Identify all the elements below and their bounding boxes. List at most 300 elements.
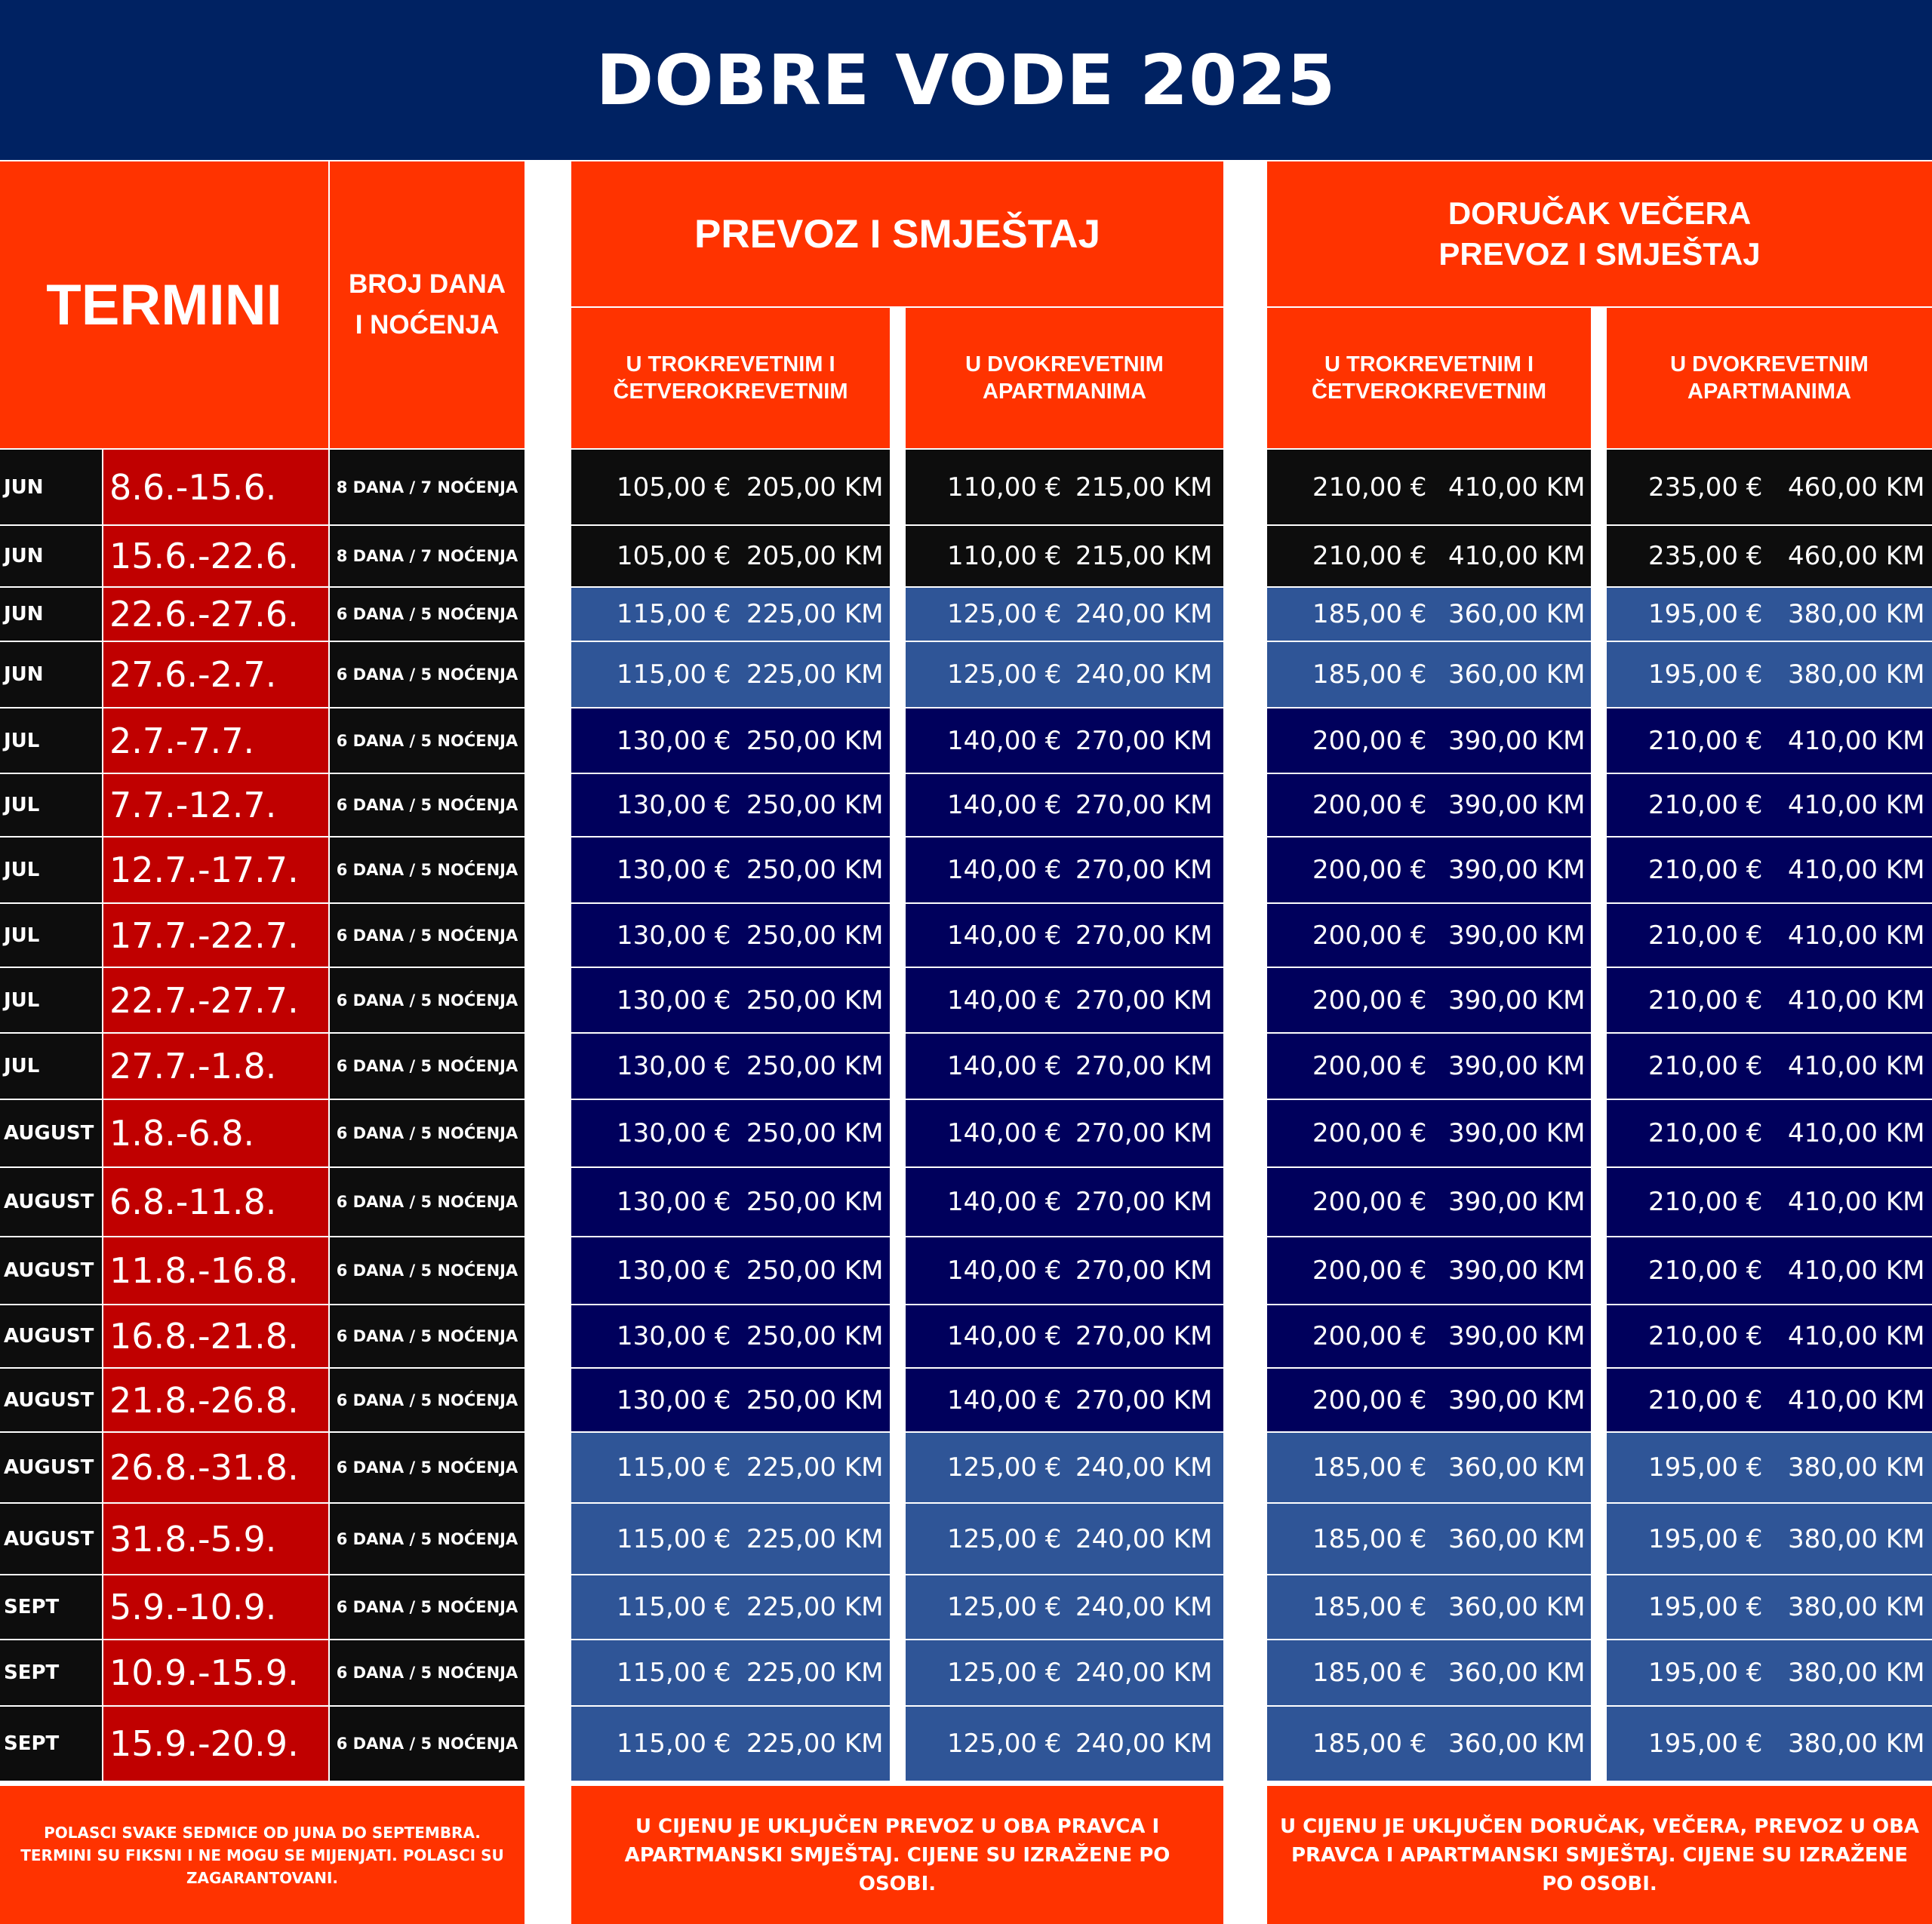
price-cell [1607,1433,1932,1502]
price-cell [906,1575,1223,1639]
header-dorucak-line1: DORUČAK VEČERA [1447,195,1752,231]
row-days-nights: 6 DANA / 5 NOĆENJA [330,1034,525,1099]
price-cell [1607,1707,1932,1781]
row-month: SEPT [0,1640,102,1705]
price-cell [571,708,890,773]
price-km: 225,00 KM [746,1658,884,1688]
price-eur: 195,00 € [1648,659,1763,690]
row-date-range: 10.9.-15.9. [103,1640,328,1705]
row-date-range: 22.7.-27.7. [103,968,328,1032]
price-cell [1267,1640,1591,1705]
price-eur: 210,00 € [1648,725,1763,756]
row-days-nights: 6 DANA / 5 NOĆENJA [330,1504,525,1574]
row-month: JUL [0,708,102,773]
price-cell [571,588,890,641]
row-days-nights: 6 DANA / 5 NOĆENJA [330,1575,525,1639]
price-cell [571,1100,890,1166]
price-km: 250,00 KM [746,1187,884,1217]
row-date-range: 21.8.-26.8. [103,1369,328,1431]
row-month: AUGUST [0,1305,102,1367]
price-cell [906,774,1223,836]
price-eur: 210,00 € [1312,541,1427,571]
price-eur: 185,00 € [1312,1658,1427,1688]
row-month: JUN [0,588,102,641]
row-days-nights: 6 DANA / 5 NOĆENJA [330,1707,525,1781]
price-km: 380,00 KM [1788,1452,1925,1483]
price-eur: 185,00 € [1312,1523,1427,1554]
price-cell [1267,450,1591,524]
price-km: 240,00 KM [1075,1523,1213,1554]
price-km: 250,00 KM [746,1051,884,1081]
price-km: 250,00 KM [746,1321,884,1351]
price-km: 380,00 KM [1788,599,1925,629]
price-cell [1607,774,1932,836]
price-eur: 140,00 € [947,1385,1062,1415]
price-km: 410,00 KM [1788,790,1925,820]
price-cell [906,904,1223,967]
price-cell [1607,1640,1932,1705]
price-km: 390,00 KM [1448,1118,1586,1148]
row-date-range: 11.8.-16.8. [103,1237,328,1304]
row-days-nights: 6 DANA / 5 NOĆENJA [330,904,525,967]
price-cell [906,588,1223,641]
price-km: 240,00 KM [1075,599,1213,629]
price-km: 270,00 KM [1075,1187,1213,1217]
price-cell [906,1640,1223,1705]
price-eur: 200,00 € [1312,920,1427,951]
row-days-nights: 8 DANA / 7 NOĆENJA [330,450,525,524]
price-cell [906,1168,1223,1236]
price-km: 390,00 KM [1448,1321,1586,1351]
price-km: 410,00 KM [1788,855,1925,885]
price-eur: 115,00 € [617,1592,731,1622]
price-eur: 115,00 € [617,1523,731,1554]
row-month: AUGUST [0,1504,102,1574]
price-km: 215,00 KM [1075,541,1213,571]
price-eur: 115,00 € [617,659,731,690]
price-eur: 200,00 € [1312,1118,1427,1148]
price-cell [571,1707,890,1781]
price-km: 270,00 KM [1075,985,1213,1016]
price-eur: 125,00 € [947,1452,1062,1483]
price-cell [571,1433,890,1502]
row-month: JUL [0,838,102,902]
price-km: 225,00 KM [746,599,884,629]
price-km: 270,00 KM [1075,855,1213,885]
price-cell [1607,1369,1932,1431]
row-days-nights: 8 DANA / 7 NOĆENJA [330,526,525,586]
price-cell [906,968,1223,1032]
price-km: 380,00 KM [1788,1658,1925,1688]
price-km: 360,00 KM [1448,1592,1586,1622]
price-eur: 140,00 € [947,1118,1062,1148]
row-date-range: 15.6.-22.6. [103,526,328,586]
price-km: 460,00 KM [1788,541,1925,571]
price-eur: 200,00 € [1312,985,1427,1016]
price-km: 270,00 KM [1075,1321,1213,1351]
price-km: 380,00 KM [1788,1523,1925,1554]
price-eur: 115,00 € [617,1658,731,1688]
price-eur: 195,00 € [1648,1658,1763,1688]
price-eur: 210,00 € [1648,855,1763,885]
price-cell [571,450,890,524]
price-km: 390,00 KM [1448,1256,1586,1286]
price-km: 460,00 KM [1788,472,1925,503]
price-km: 270,00 KM [1075,1256,1213,1286]
price-eur: 130,00 € [617,1187,731,1217]
row-month: JUN [0,450,102,524]
price-cell [1267,1707,1591,1781]
row-month: SEPT [0,1575,102,1639]
price-eur: 195,00 € [1648,599,1763,629]
price-cell [571,1575,890,1639]
row-month: AUGUST [0,1168,102,1236]
price-eur: 130,00 € [617,920,731,951]
price-eur: 210,00 € [1648,790,1763,820]
price-cell [571,642,890,707]
row-days-nights: 6 DANA / 5 NOĆENJA [330,1433,525,1502]
price-eur: 200,00 € [1312,855,1427,885]
row-days-nights: 6 DANA / 5 NOĆENJA [330,838,525,902]
price-eur: 130,00 € [617,790,731,820]
price-eur: 130,00 € [617,1256,731,1286]
subheader-tro-2: U TROKREVETNIM I ČETVEROKREVETNIM [1267,308,1591,448]
price-cell [1267,1034,1591,1099]
price-cell [1607,450,1932,524]
price-eur: 105,00 € [617,472,731,503]
row-month: AUGUST [0,1237,102,1304]
price-eur: 125,00 € [947,1523,1062,1554]
price-cell [571,1305,890,1367]
subheader-tro-1: U TROKREVETNIM I ČETVEROKREVETNIM [571,308,890,448]
price-cell [1607,708,1932,773]
row-days-nights: 6 DANA / 5 NOĆENJA [330,642,525,707]
row-month: JUL [0,774,102,836]
price-km: 360,00 KM [1448,1729,1586,1759]
price-eur: 185,00 € [1312,659,1427,690]
price-km: 360,00 KM [1448,599,1586,629]
price-eur: 185,00 € [1312,599,1427,629]
price-cell [571,1504,890,1574]
price-cell [1607,1305,1932,1367]
row-date-range: 8.6.-15.6. [103,450,328,524]
price-km: 240,00 KM [1075,1729,1213,1759]
price-eur: 200,00 € [1312,1256,1427,1286]
price-km: 225,00 KM [746,1592,884,1622]
row-date-range: 26.8.-31.8. [103,1433,328,1502]
price-km: 410,00 KM [1788,985,1925,1016]
price-eur: 140,00 € [947,790,1062,820]
price-km: 250,00 KM [746,1118,884,1148]
price-eur: 105,00 € [617,541,731,571]
row-days-nights: 6 DANA / 5 NOĆENJA [330,1237,525,1304]
price-km: 390,00 KM [1448,920,1586,951]
row-month: JUL [0,968,102,1032]
row-days-nights: 6 DANA / 5 NOĆENJA [330,708,525,773]
price-eur: 200,00 € [1312,1385,1427,1415]
price-cell [1267,526,1591,586]
price-cell [1607,1168,1932,1236]
price-eur: 210,00 € [1648,1051,1763,1081]
price-km: 225,00 KM [746,1523,884,1554]
price-km: 380,00 KM [1788,1592,1925,1622]
price-eur: 130,00 € [617,1321,731,1351]
price-cell [1267,1369,1591,1431]
price-cell [571,1168,890,1236]
header-dorucak-line2: PREVOZ I SMJEŠTAJ [1438,236,1761,272]
price-cell [571,1034,890,1099]
price-cell [1607,904,1932,967]
price-eur: 210,00 € [1648,985,1763,1016]
row-date-range: 31.8.-5.9. [103,1504,328,1574]
price-eur: 200,00 € [1312,725,1427,756]
price-eur: 235,00 € [1648,472,1763,503]
price-km: 390,00 KM [1448,790,1586,820]
price-eur: 210,00 € [1648,1256,1763,1286]
page-title: DOBRE VODE 2025 [0,0,1932,160]
row-month: AUGUST [0,1369,102,1431]
price-cell [906,1237,1223,1304]
price-cell [1607,1575,1932,1639]
price-km: 250,00 KM [746,1256,884,1286]
price-eur: 125,00 € [947,1658,1062,1688]
row-days-nights: 6 DANA / 5 NOĆENJA [330,588,525,641]
price-cell [1267,1575,1591,1639]
price-eur: 200,00 € [1312,1051,1427,1081]
price-cell [1267,642,1591,707]
price-cell [571,774,890,836]
row-date-range: 5.9.-10.9. [103,1575,328,1639]
price-cell [1267,1100,1591,1166]
price-km: 410,00 KM [1788,1118,1925,1148]
header-termini: TERMINI [0,161,328,448]
price-eur: 195,00 € [1648,1452,1763,1483]
footer-note-prevoz: U CIJENU JE UKLJUČEN PREVOZ U OBA PRAVCA I APARTMANSKI SMJEŠTAJ. CIJENE SU IZRAŽENE PO OSOBI. [571,1786,1223,1924]
row-days-nights: 6 DANA / 5 NOĆENJA [330,774,525,836]
price-eur: 125,00 € [947,1592,1062,1622]
price-cell [571,1237,890,1304]
price-eur: 140,00 € [947,1256,1062,1286]
row-days-nights: 6 DANA / 5 NOĆENJA [330,1369,525,1431]
price-km: 390,00 KM [1448,1385,1586,1415]
price-km: 270,00 KM [1075,790,1213,820]
price-cell [571,838,890,902]
price-cell [1607,968,1932,1032]
row-date-range: 16.8.-21.8. [103,1305,328,1367]
price-km: 360,00 KM [1448,659,1586,690]
price-km: 380,00 KM [1788,659,1925,690]
price-km: 410,00 KM [1788,1051,1925,1081]
header-broj-dana: BROJ DANA I NOĆENJA [330,161,525,448]
price-cell [571,904,890,967]
price-eur: 200,00 € [1312,1187,1427,1217]
row-date-range: 17.7.-22.7. [103,904,328,967]
price-km: 390,00 KM [1448,855,1586,885]
price-eur: 185,00 € [1312,1592,1427,1622]
price-cell [1267,1237,1591,1304]
price-km: 205,00 KM [746,541,884,571]
row-month: SEPT [0,1707,102,1781]
price-km: 360,00 KM [1448,1452,1586,1483]
row-date-range: 7.7.-12.7. [103,774,328,836]
price-km: 390,00 KM [1448,725,1586,756]
price-eur: 130,00 € [617,1385,731,1415]
row-days-nights: 6 DANA / 5 NOĆENJA [330,1100,525,1166]
price-eur: 140,00 € [947,1321,1062,1351]
price-cell [906,1504,1223,1574]
price-eur: 140,00 € [947,725,1062,756]
price-eur: 130,00 € [617,985,731,1016]
footer-note-schedule: POLASCI SVAKE SEDMICE OD JUNA DO SEPTEMBRA. TERMINI SU FIKSNI I NE MOGU SE MIJENJATI. POLASCI SU ZAGARANTOVANI. [0,1786,525,1924]
price-cell [1267,838,1591,902]
row-month: JUN [0,642,102,707]
price-eur: 185,00 € [1312,1729,1427,1759]
row-month: JUL [0,1034,102,1099]
row-days-nights: 6 DANA / 5 NOĆENJA [330,1168,525,1236]
price-km: 410,00 KM [1448,472,1586,503]
price-cell [1607,838,1932,902]
price-eur: 195,00 € [1648,1592,1763,1622]
price-km: 390,00 KM [1448,1187,1586,1217]
row-days-nights: 6 DANA / 5 NOĆENJA [330,1640,525,1705]
price-cell [906,1369,1223,1431]
price-km: 225,00 KM [746,1452,884,1483]
price-cell [1267,1305,1591,1367]
price-eur: 210,00 € [1648,1321,1763,1351]
price-eur: 110,00 € [947,472,1062,503]
price-km: 240,00 KM [1075,1592,1213,1622]
subheader-dvo-2: U DVOKREVETNIM APARTMANIMA [1607,308,1932,448]
row-month: JUL [0,904,102,967]
price-km: 410,00 KM [1788,1385,1925,1415]
price-km: 270,00 KM [1075,1051,1213,1081]
price-eur: 210,00 € [1648,1118,1763,1148]
price-cell [1267,774,1591,836]
price-eur: 115,00 € [617,1729,731,1759]
price-eur: 130,00 € [617,855,731,885]
row-date-range: 27.7.-1.8. [103,1034,328,1099]
price-eur: 140,00 € [947,985,1062,1016]
price-km: 250,00 KM [746,725,884,756]
price-eur: 210,00 € [1648,1385,1763,1415]
price-eur: 210,00 € [1648,920,1763,951]
price-cell [1607,1504,1932,1574]
price-cell [1267,588,1591,641]
price-km: 250,00 KM [746,1385,884,1415]
price-cell [571,1640,890,1705]
price-eur: 140,00 € [947,920,1062,951]
price-eur: 195,00 € [1648,1729,1763,1759]
row-days-nights: 6 DANA / 5 NOĆENJA [330,968,525,1032]
price-cell [906,526,1223,586]
price-eur: 110,00 € [947,541,1062,571]
price-cell [906,1707,1223,1781]
row-date-range: 6.8.-11.8. [103,1168,328,1236]
price-km: 270,00 KM [1075,725,1213,756]
price-km: 390,00 KM [1448,985,1586,1016]
price-eur: 125,00 € [947,1729,1062,1759]
price-cell [571,968,890,1032]
price-cell [571,1369,890,1431]
price-eur: 210,00 € [1312,472,1427,503]
price-cell [906,1433,1223,1502]
price-cell [906,838,1223,902]
price-cell [906,1305,1223,1367]
price-eur: 235,00 € [1648,541,1763,571]
row-date-range: 27.6.-2.7. [103,642,328,707]
price-km: 410,00 KM [1788,920,1925,951]
price-eur: 130,00 € [617,1051,731,1081]
price-km: 410,00 KM [1788,1256,1925,1286]
price-km: 270,00 KM [1075,1385,1213,1415]
price-eur: 140,00 € [947,1187,1062,1217]
row-month: JUN [0,526,102,586]
price-km: 225,00 KM [746,659,884,690]
price-eur: 130,00 € [617,1118,731,1148]
price-km: 410,00 KM [1788,1321,1925,1351]
price-km: 250,00 KM [746,985,884,1016]
price-eur: 200,00 € [1312,790,1427,820]
price-km: 410,00 KM [1788,725,1925,756]
price-cell [571,526,890,586]
price-km: 250,00 KM [746,855,884,885]
row-month: AUGUST [0,1100,102,1166]
price-eur: 185,00 € [1312,1452,1427,1483]
price-km: 240,00 KM [1075,1452,1213,1483]
price-km: 225,00 KM [746,1729,884,1759]
price-cell [1267,1168,1591,1236]
footer-note-dorucak: U CIJENU JE UKLJUČEN DORUČAK, VEČERA, PREVOZ U OBA PRAVCA I APARTMANSKI SMJEŠTAJ. CIJENE SU IZRAŽENE PO OSOBI. [1267,1786,1932,1924]
price-cell [1267,1504,1591,1574]
price-cell [906,1034,1223,1099]
price-km: 205,00 KM [746,472,884,503]
price-cell [1607,642,1932,707]
price-eur: 140,00 € [947,1051,1062,1081]
price-km: 380,00 KM [1788,1729,1925,1759]
price-eur: 125,00 € [947,659,1062,690]
price-km: 360,00 KM [1448,1658,1586,1688]
price-km: 410,00 KM [1788,1187,1925,1217]
price-km: 240,00 KM [1075,1658,1213,1688]
price-km: 410,00 KM [1448,541,1586,571]
price-km: 250,00 KM [746,920,884,951]
price-eur: 200,00 € [1312,1321,1427,1351]
price-eur: 140,00 € [947,855,1062,885]
price-cell [1607,588,1932,641]
header-dorucak-vecera [1267,161,1932,306]
price-cell [906,642,1223,707]
price-km: 390,00 KM [1448,1051,1586,1081]
price-cell [906,708,1223,773]
price-cell [1267,708,1591,773]
price-cell [1607,526,1932,586]
header-prevoz-smjestaj: PREVOZ I SMJEŠTAJ [571,161,1223,306]
price-cell [1607,1237,1932,1304]
price-cell [906,1100,1223,1166]
price-km: 215,00 KM [1075,472,1213,503]
row-date-range: 22.6.-27.6. [103,588,328,641]
row-month: AUGUST [0,1433,102,1502]
price-eur: 125,00 € [947,599,1062,629]
price-eur: 130,00 € [617,725,731,756]
price-cell [906,450,1223,524]
price-km: 270,00 KM [1075,920,1213,951]
subheader-dvo-1: U DVOKREVETNIM APARTMANIMA [906,308,1223,448]
price-km: 360,00 KM [1448,1523,1586,1554]
row-days-nights: 6 DANA / 5 NOĆENJA [330,1305,525,1367]
price-eur: 115,00 € [617,1452,731,1483]
price-km: 270,00 KM [1075,1118,1213,1148]
